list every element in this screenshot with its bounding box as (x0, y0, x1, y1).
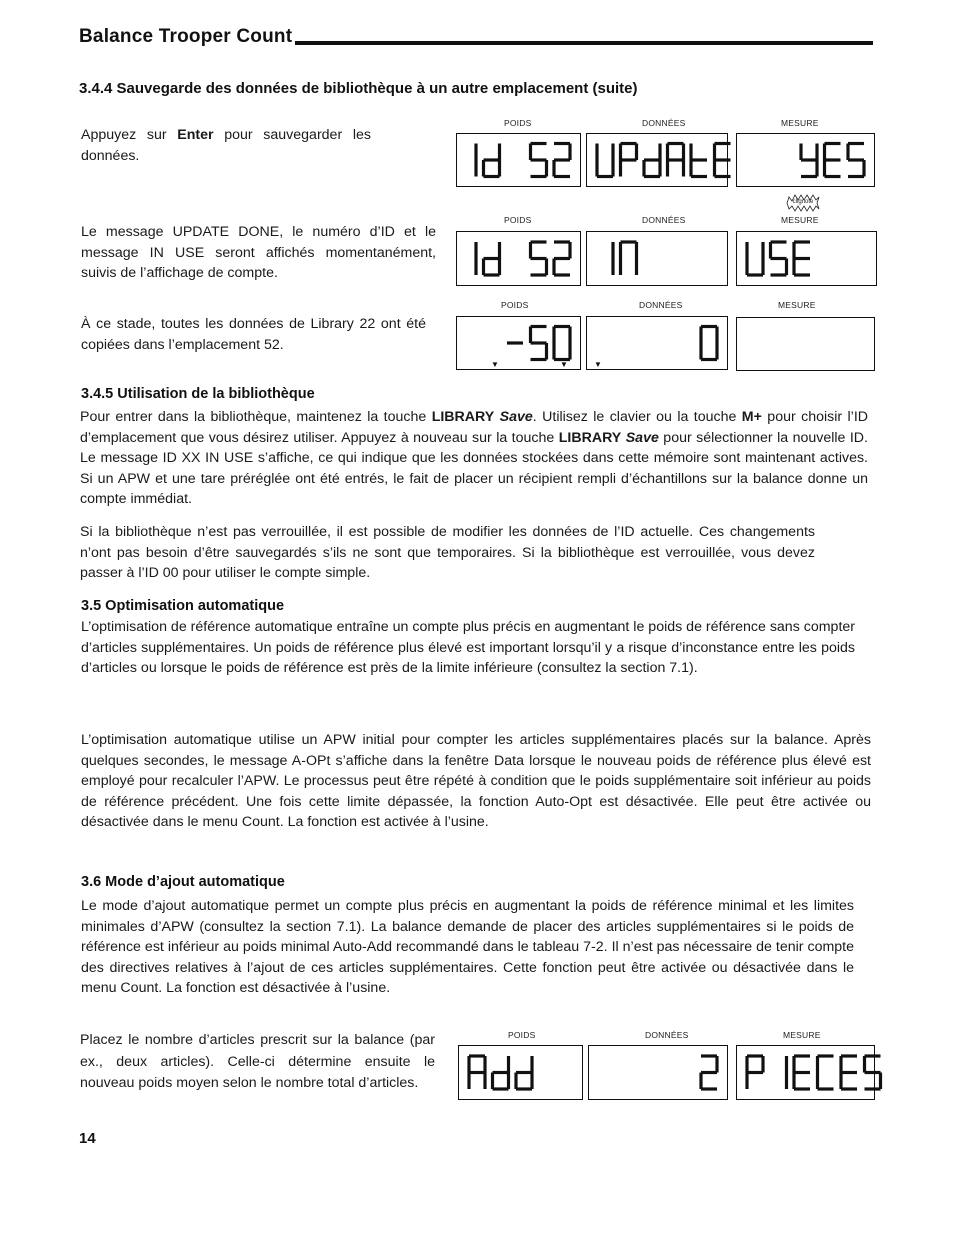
section-344-p1 (81, 125, 371, 166)
page-number: 14 (79, 1130, 96, 1147)
d1-donnees-window (586, 133, 728, 187)
data-indicator-icon: ▼ (594, 360, 602, 369)
library-key-label: LIBRARY (431, 409, 495, 425)
section-344-p2: Le message UPDATE DONE, le numéro d’ID et le message IN USE seront affichés momentanément, suivis de l’affichage de compte. (81, 224, 436, 281)
enter-key-label: Enter (177, 127, 214, 143)
d4-mesure-digits (737, 1046, 874, 1099)
save-key-label-2: Save (625, 429, 659, 446)
d1-label-mesure: MESURE (781, 118, 819, 128)
d1-poids-window (456, 133, 581, 187)
d3-donnees-window (586, 316, 728, 370)
section-345-p1-d: pour sélectionner la nouvelle ID. Le message ID XX IN USE s’affiche, ce qui indique que les données stockées dans cette mémoire sont maintenant actives. Si un APW et une tare préréglée ont été entrés, le fait de placer un récipient rempli d’échantillons sur la balance donne un compte immédiat. (80, 429, 868, 507)
d4-label-donnees: DONNÉES (645, 1030, 689, 1040)
d2-donnees-digits (587, 232, 727, 285)
header-rule (295, 41, 873, 45)
d4-donnees-digits (589, 1046, 727, 1099)
d2-poids-digits (457, 232, 580, 285)
d3-label-mesure: MESURE (778, 300, 816, 310)
section-36-p1: Le mode d’ajout automatique permet un compte plus précis en augmentant la poids de référence minimal et les limites minimales d’APW (consultez la section 7.1). La balance demande de placer des articles supplémentaires si le poids de référence est inférieur au poids minimal Auto-Add recommandé dans le tableau 7-2. Il n’est pas nécessaire de tenir compte des directives relatives à l’ajout de ces articles supplémentaires. Cette fonction peut être activée ou désactivée dans le menu Count. La fonction est désactivée à l’usine. (81, 898, 854, 996)
section-36-title: 3.6 Mode d’ajout automatique (81, 874, 285, 890)
section-345-p1 (80, 407, 868, 510)
section-344-p1-pre: Appuyez sur (81, 127, 178, 143)
section-345-p1-b: . Utilisez le clavier ou la touche (532, 409, 742, 425)
m-plus-key-label: M+ (741, 409, 762, 425)
d3-label-donnees: DONNÉES (639, 300, 683, 310)
section-345-p1-a: Pour entrer dans la bibliothèque, maintenez la touche (80, 409, 432, 425)
section-345-title: 3.4.5 Utilisation de la bibliothèque (81, 386, 315, 402)
section-345-p1-c: pour choisir l’ID d’emplacement que vous désirez utiliser. Appuyez à nouveau sur la touche (80, 409, 869, 446)
unit-indicator-icon: ▼ (560, 360, 568, 369)
d4-poids-digits (459, 1046, 582, 1099)
d2-label-mesure: MESURE (781, 215, 819, 225)
d4-donnees-window (588, 1045, 728, 1100)
d4-poids-window (458, 1045, 583, 1100)
section-35-title: 3.5 Optimisation automatique (81, 598, 285, 614)
d4-label-poids: POIDS (508, 1030, 536, 1040)
d1-label-donnees: DONNÉES (642, 118, 686, 128)
header-title: Balance Trooper Count (79, 26, 293, 47)
d3-label-poids: POIDS (501, 300, 529, 310)
section-344-p3: À ce stade, toutes les données de Library 22 ont été copiées dans l’emplacement 52. (81, 316, 426, 353)
d2-mesure-digits (737, 232, 876, 285)
d1-mesure-window (736, 133, 875, 187)
d4-mesure-window (736, 1045, 875, 1100)
save-key-label: Save (499, 409, 533, 425)
d3-poids-window (456, 316, 581, 370)
section-35-p2: L’optimisation automatique utilise un APW initial pour compter les articles supplémentaires placés sur la balance. Après quelques secondes, le message A-OPt s’affiche dans la fenêtre Data lorsque le nouveau poids de référence plus élevé est employé pour recalculer l’APW. Le processus peut être répété à condition que le poids supplémentaire soit inférieur au poids de référence précédent. Une fois cette limite dépassée, la fonction Auto-Opt est désactivée. Elle peut être activée ou désactivée dans le menu Count. La fonction est activée à l’usine. (81, 732, 871, 830)
section-344-title: 3.4.4 Sauvegarde des données de bibliothèque à un autre emplacement (suite) (79, 80, 638, 97)
library-key-label-2: LIBRARY (558, 429, 622, 446)
d2-label-donnees: DONNÉES (642, 215, 686, 225)
section-344-p1-post: pour sauvegarder les données. (81, 127, 371, 164)
d2-donnees-window (586, 231, 728, 286)
d2-poids-window (456, 231, 581, 286)
d3-mesure-digits (737, 318, 874, 370)
d1-mesure-digits (737, 134, 874, 186)
d2-label-poids: POIDS (504, 215, 532, 225)
d1-donnees-digits (587, 134, 727, 186)
section-35-p1: L’optimisation de référence automatique entraîne un compte plus précis en augmentant le poids de référence sans compter d’articles supplémentaires. Un poids de référence plus élevé est important lorsqu’il y a risque d’inconstance entre les poids d’articles ou lorsque le poids de référence est près de la limite inférieure (consultez la section 7.1). (81, 619, 855, 676)
d2-mesure-window (736, 231, 877, 286)
d4-label-mesure: MESURE (783, 1030, 821, 1040)
section-36-p2: Placez le nombre d’articles prescrit sur la balance (par ex., deux articles). Celle-ci détermine ensuite le nouveau poids moyen selon le nombre total d’articles. (80, 1032, 435, 1091)
stable-indicator-icon: ▼ (491, 360, 499, 369)
d1-poids-digits (457, 134, 580, 186)
blink-label: clignote (792, 199, 814, 205)
d3-donnees-digits (587, 317, 727, 369)
d3-mesure-window (736, 317, 875, 371)
section-345-p2: Si la bibliothèque n’est pas verrouillée, il est possible de modifier les données de l’ID actuelle. Ces changements n’ont pas besoin d’être sauvegardés s’ils ne sont que temporaires. Si la bibliothèque est verrouillée, vous devez passer à l’ID 00 pour utiliser le compte simple. (80, 524, 815, 581)
d1-label-poids: POIDS (504, 118, 532, 128)
